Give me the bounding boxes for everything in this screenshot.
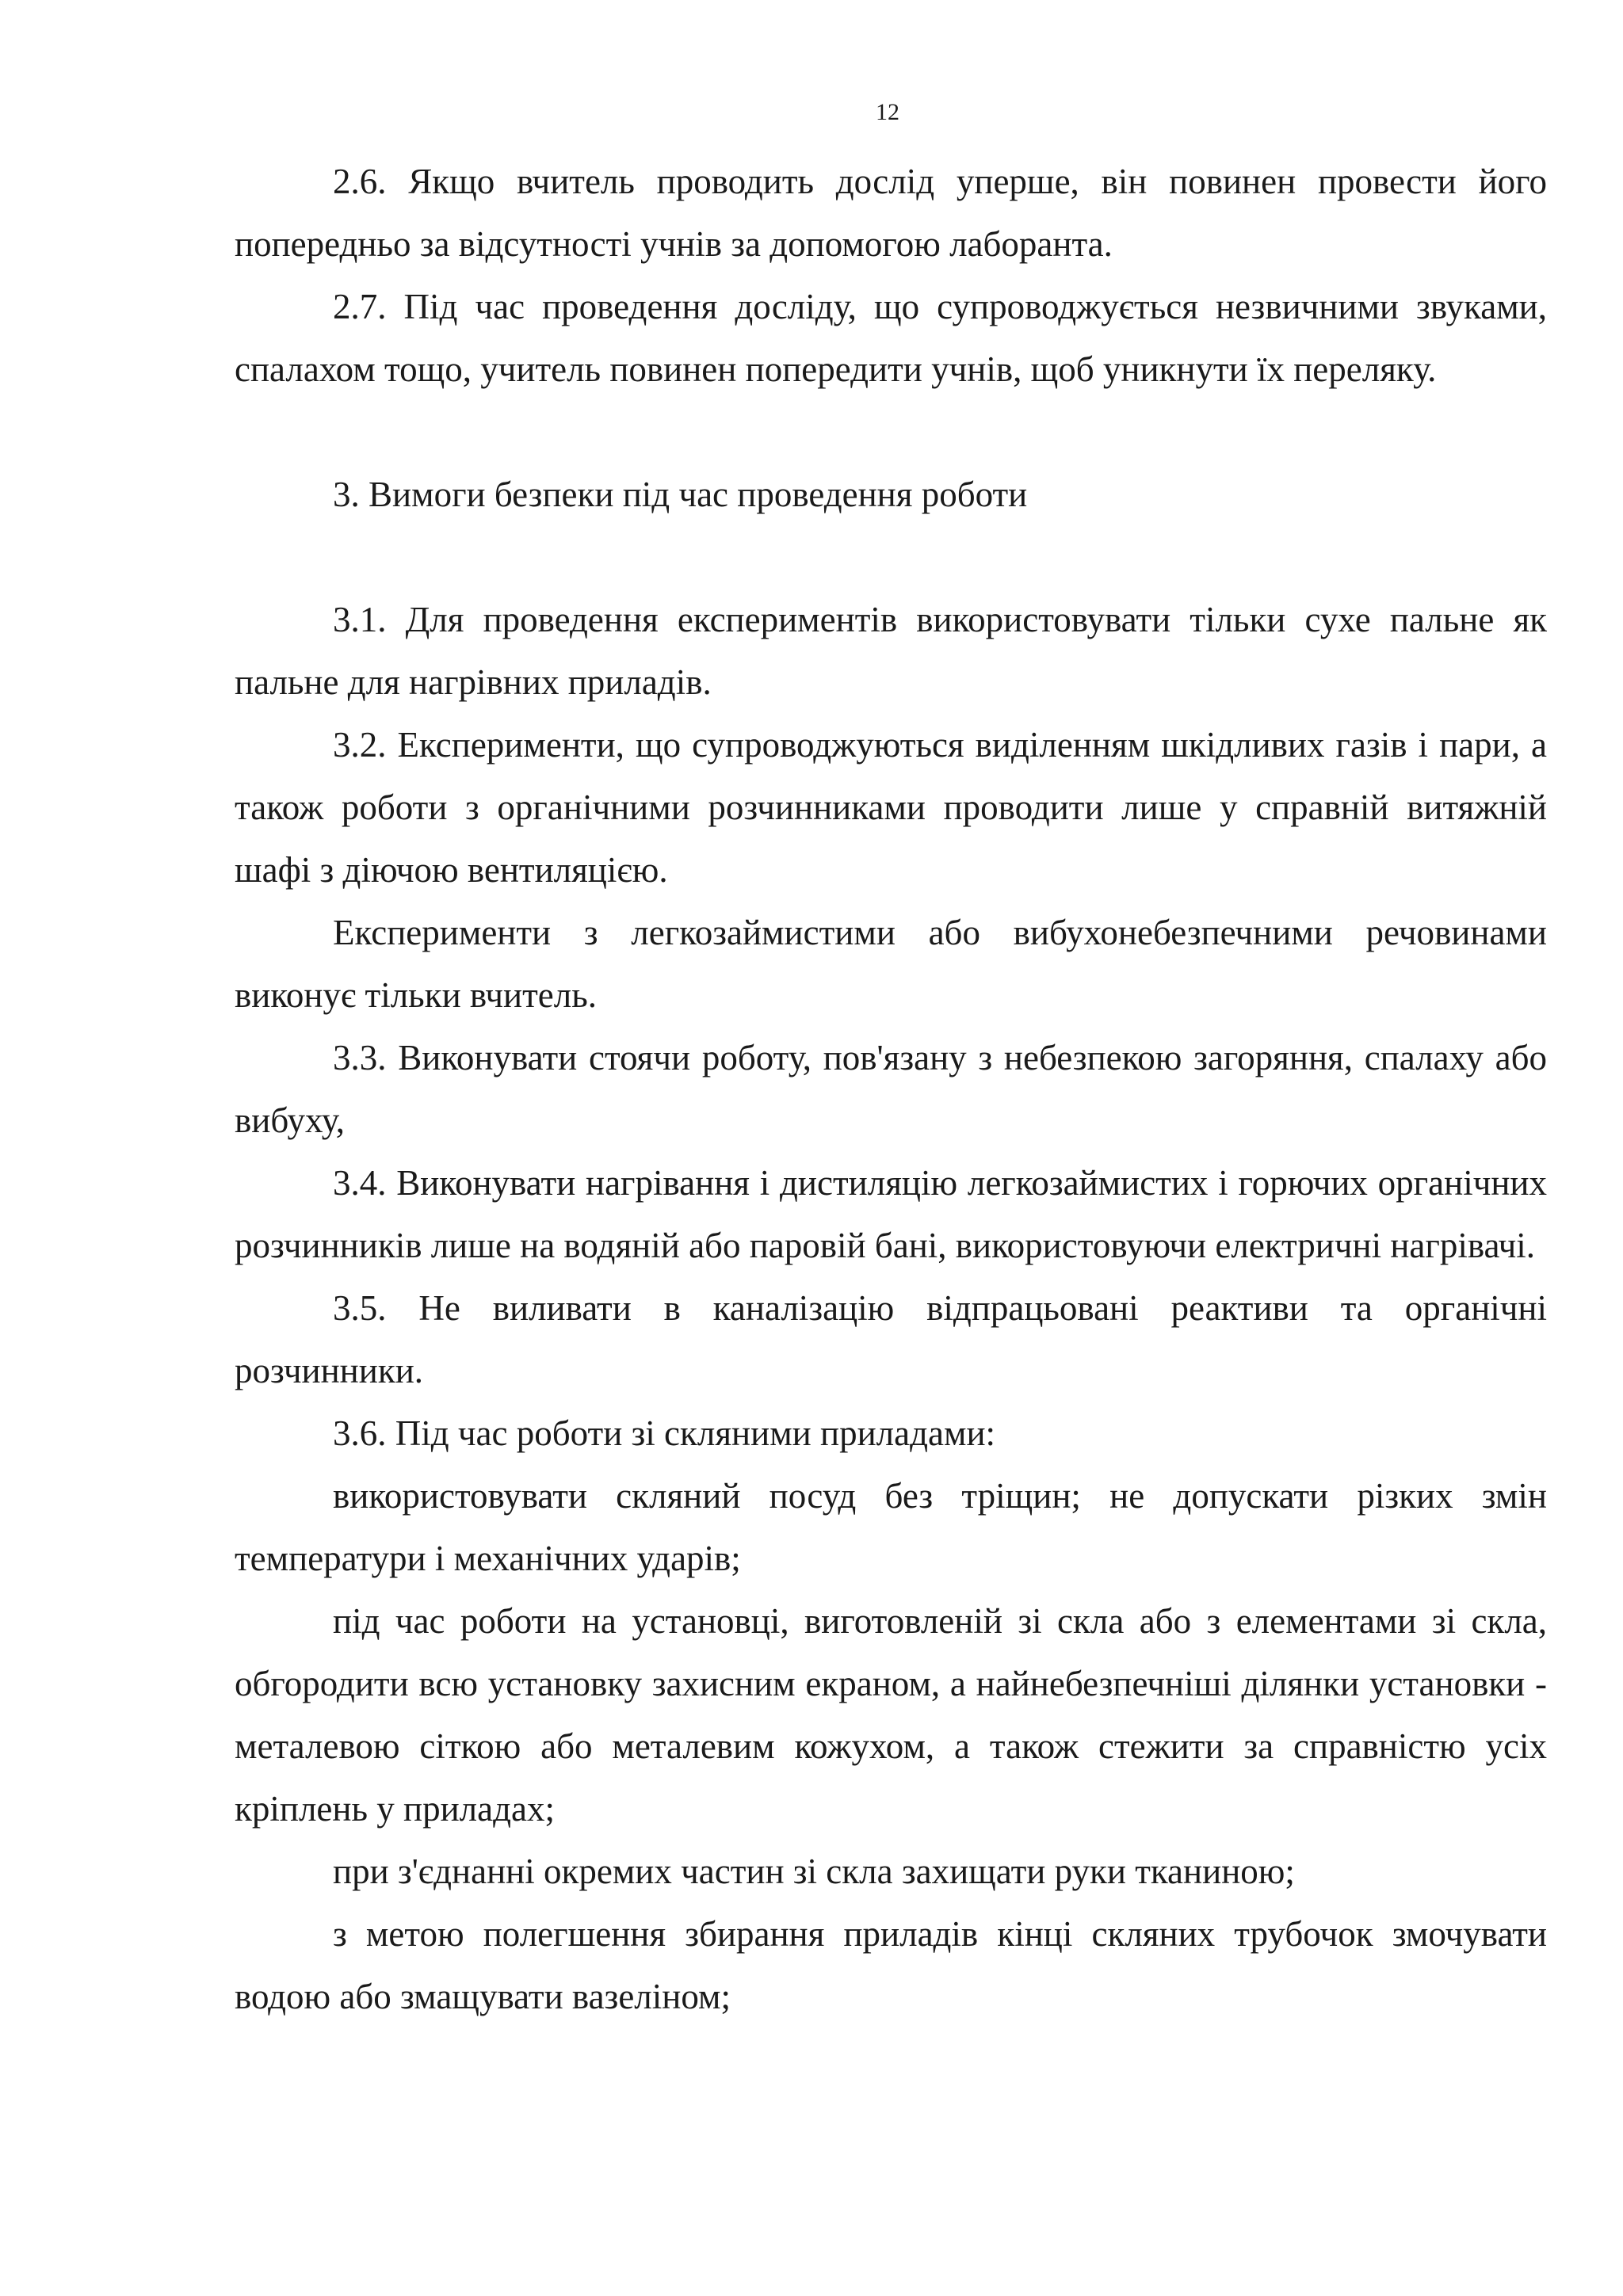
section-heading-3: 3. Вимоги безпеки під час проведення роботи (333, 475, 1028, 514)
paragraph-3-6: 3.6. Під час роботи зі скляними приладами: (333, 1413, 996, 1453)
paragraph-3-1: 3.1. Для проведення експериментів використовувати тільки сухе пальне як пальне для нагрівних приладів. (235, 600, 1547, 702)
document-body (235, 151, 1547, 2028)
paragraph-3-6-item-2: під час роботи на установці, виготовленій зі скла або з елементами зі скла, обгородити всю установку захисним екраном, а найнебезпечніші ділянки установки - металевою сіткою або металевим кожухом, а також стежити за справністю усіх кріплень у приладах; (235, 1601, 1547, 1829)
page-number: 12 (876, 99, 899, 125)
paragraph-3-2-note: Експерименти з легкозаймистими або вибухонебезпечними речовинами виконує тільки вчитель. (235, 913, 1547, 1015)
paragraph-3-6-item-4: з метою полегшення збирання приладів кінці скляних трубочок змочувати водою або змащувати вазеліном; (235, 1914, 1547, 2016)
paragraph-3-5: 3.5. Не виливати в каналізацію відпрацьовані реактиви та органічні розчинники. (235, 1288, 1547, 1390)
paragraph-3-3: 3.3. Виконувати стоячи роботу, пов'язану з небезпекою загоряння, спалаху або вибуху, (235, 1038, 1547, 1140)
paragraph-3-6-item-3: при з'єднанні окремих частин зі скла захищати руки тканиною; (333, 1852, 1295, 1891)
paragraph-2-7: 2.7. Під час проведення досліду, що супроводжується незвичними звуками, спалахом тощо, учитель повинен попередити учнів, щоб уникнути їх переляку. (235, 287, 1547, 389)
paragraph-2-6: 2.6. Якщо вчитель проводить дослід уперше, він повинен провести його попередньо за відсутності учнів за допомогою лаборанта. (235, 162, 1547, 264)
paragraph-3-2: 3.2. Експерименти, що супроводжуються виділенням шкідливих газів і пари, а також роботи з органічними розчинниками проводити лише у справній витяжній шафі з діючою вентиляцією. (235, 725, 1547, 890)
paragraph-3-4: 3.4. Виконувати нагрівання і дистиляцію легкозаймистих і горючих органічних розчинників лише на водяній або паровій бані, використовуючи електричні нагрівачі. (235, 1163, 1547, 1265)
paragraph-3-6-item-1: використовувати скляний посуд без тріщин; не допускати різких змін температури і механічних ударів; (235, 1476, 1547, 1578)
